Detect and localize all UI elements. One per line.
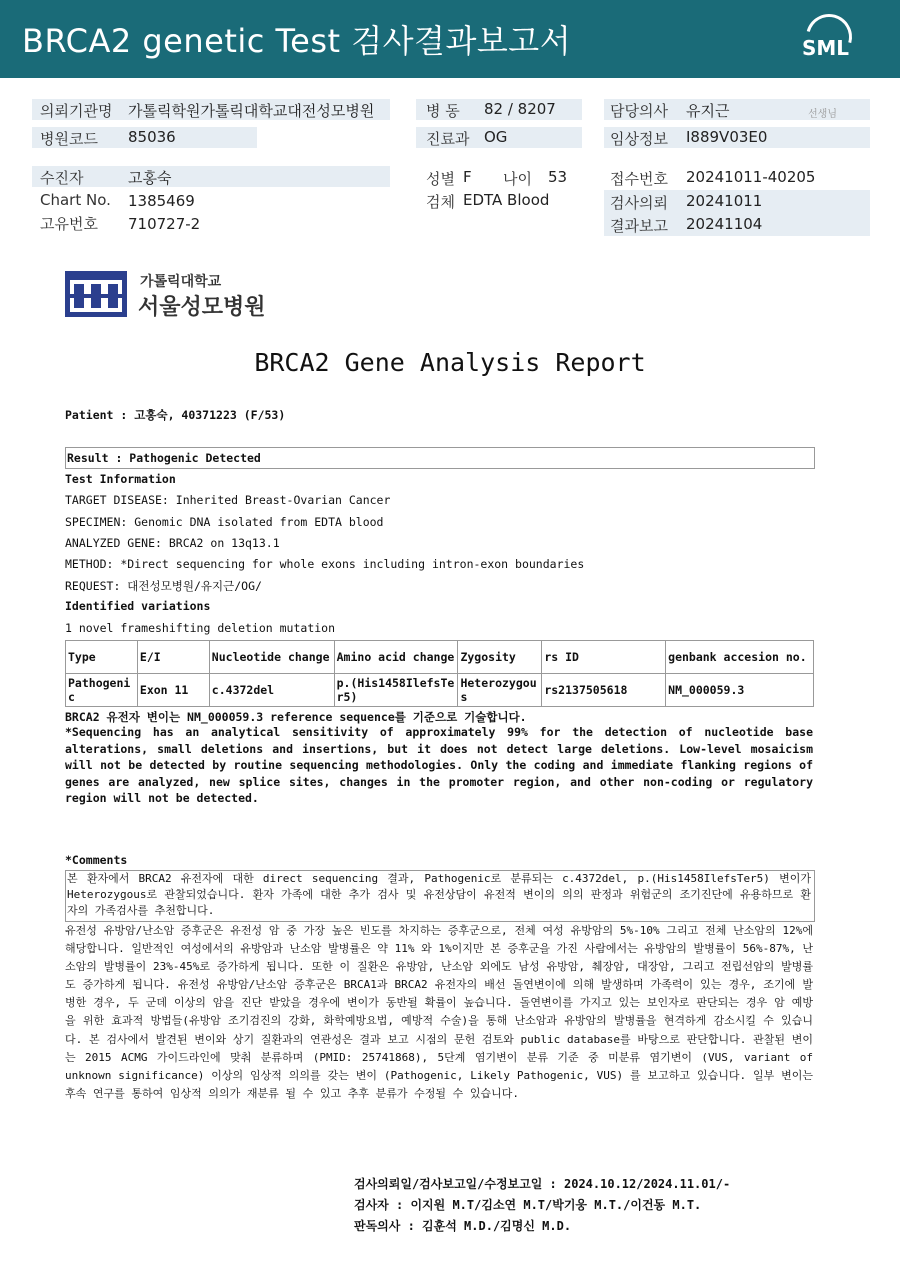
test-info-heading: Test Information: [65, 472, 176, 486]
doctor-label: 담당의사: [610, 102, 668, 120]
unique-value: 710727-2: [128, 215, 201, 233]
table-header-cell: rs ID: [542, 641, 666, 674]
report-date-value: 20241104: [686, 215, 763, 233]
unique-label: 고유번호: [40, 215, 98, 233]
hospital-name-line1: 가톨릭대학교: [140, 274, 222, 290]
specimen-label: 검체: [426, 193, 455, 211]
table-cell: rs2137505618: [542, 674, 666, 707]
ward-label: 병 동: [426, 102, 460, 120]
report-title: BRCA2 Gene Analysis Report: [254, 348, 646, 377]
result-text: Result : Pathogenic Detected: [67, 451, 261, 465]
request-line: REQUEST: 대전성모병원/유지근/OG/: [65, 579, 262, 593]
table-header-cell: Nucleotide change: [209, 641, 334, 674]
sml-logo-text: SML: [802, 36, 850, 60]
reference-note: BRCA2 유전자 변이는 NM_000059.3 reference sequence를 기준으로 기술합니다.: [65, 710, 527, 724]
receipt-value: 20241011-40205: [686, 168, 816, 186]
analyzed-gene: ANALYZED GENE: BRCA2 on 13q13.1: [65, 536, 280, 550]
ward-value: 82 / 8207: [484, 100, 556, 118]
patient-value: 고홍숙: [128, 169, 172, 187]
clinical-label: 임상정보: [610, 130, 668, 148]
chart-label: Chart No.: [40, 191, 111, 209]
target-disease: TARGET DISEASE: Inherited Breast-Ovarian Cancer: [65, 493, 391, 507]
catholic-university-emblem-icon: [64, 270, 128, 318]
receipt-label: 접수번호: [610, 170, 668, 188]
dept-value: OG: [484, 128, 508, 146]
table-cell: Heterozygous: [458, 674, 542, 707]
age-label: 나이: [503, 170, 532, 188]
comment-body: 유전성 유방암/난소암 증후군은 유전성 암 중 가장 높은 빈도를 차지하는 증후군으로, 전체 여성 유방암의 5%-10% 그리고 전체 난소암의 12%에 해당합니다. 일반적인 여성에서의 유방암과 난소암 발병률은 약 11% 와 1%이지만 본 증후군을 가진 사람에서는 유방암의 발병률이 56%-87%, 난소암의 발병률이 23%-45%로 증가하게 됩니다. 또한 이 질환은 유방암, 난소암 외에도 남성 유방암, 췌장암, 대장암, 그리고 전립선암의 발병률도 증가하게 됩니다. 유전성 유방암/난소암 증후군은 BRCA1과 BRCA2 유전자의 배선 돌연변이에 의해 발생하며 가족력이 있는 경우, 조기에 발병한 경우, 두 군데 이상의 암을 진단 받았을 경우에 변이가 동반될 확률이 높습니다. 돌연변이를 가지고 있는 보인자로 판단되는 경우 암 예방을 위한 효과적 방법들(유방암 조기검진의 강화, 화학예방요법, 예방적 수술)을 통해 난소암과 유방암의 발병률을 현격하게 감소시킬 수 있습니다. 본 검사에서 발견된 변이와 상기 질환과의 연관성은 결과 보고 시점의 문헌 검토와 public database를 바탕으로 판단합니다. 관찰된 변이는 2015 ACMG 가이드라인에 맞춰 분류하며 (PMID: 25741868), 5단계 염기변이 분류 기준 중 미분류 염기변이 (VUS, variant of unknown significance) 이상의 임상적 의의를 갖는 변이 (Pathogenic, Likely Pathogenic, VUS) 를 보고하고 있습니다. 일부 변이는 후속 연구를 통하여 임상적 의의가 재분류 될 수 있고 추후 분류가 수정될 수 있습니다.: [65, 924, 813, 1100]
patient-line: Patient : 고홍숙, 40371223 (F/53): [65, 408, 286, 422]
age-value: 53: [548, 168, 568, 186]
table-row: [66, 674, 814, 707]
dates-line: 검사의뢰일/검사보고일/수정보고일 : 2024.10.12/2024.11.01/-: [354, 1177, 731, 1191]
comments-heading: *Comments: [65, 853, 128, 867]
request-date-label: 검사의뢰: [610, 194, 668, 212]
requester-org-label: 의뢰기관명: [40, 102, 113, 120]
sex-label: 성별: [426, 170, 455, 188]
identified-heading: Identified variations: [65, 599, 211, 613]
hospital-code-value: 85036: [128, 128, 176, 146]
table-cell: NM_000059.3: [666, 674, 814, 707]
info-row-bg: [32, 166, 390, 187]
table-header-cell: E/I: [137, 641, 209, 674]
doctor-suffix: 선생님: [808, 109, 837, 120]
clinical-value: I889V03E0: [686, 128, 768, 146]
sex-value: F: [463, 168, 472, 186]
examiner-line: 검사자 : 이지원 M.T/김소연 M.T/박기웅 M.T./이건동 M.T.: [354, 1198, 702, 1212]
specimen-value: EDTA Blood: [463, 191, 550, 209]
table-cell: p.(His1458IlefsTer5): [334, 674, 458, 707]
sml-logo: [800, 14, 852, 66]
comment-box-text: 본 환자에서 BRCA2 유전자에 대한 direct sequencing 결과, Pathogenic로 분류되는 c.4372del, p.(His1458IlefsTer5) 변이가 Heterozygous로 관찰되었습니다. 환자 가족에 대한 추가 검사 및 유전상담이 유전적 변이의 의의 판정과 위험군의 조기진단에 유용하므로 환자의 가족검사를 추천합니다.: [67, 872, 811, 917]
variant-table: [65, 640, 814, 707]
requester-org-value: 가톨릭학원가톨릭대학교대전성모병원: [128, 102, 375, 120]
sensitivity-note: *Sequencing has an analytical sensitivity of approximately 99% for the detection of nucleotide base alterations, small deletions and insertions, but it does not detect large deletions. Low-level mosaicism will not be detected by routine sequencing methodologies. Only the coding and immediate flanking regions of genes are analyzed, new splice sites, changes in the promoter region, and other non-coding or regulatory region will not be detected.: [65, 725, 813, 805]
patient-label: 수진자: [40, 169, 84, 187]
request-date-value: 20241011: [686, 192, 763, 210]
table-header-row: [66, 641, 814, 674]
report-header-title: BRCA2 genetic Test 검사결과보고서: [22, 22, 572, 60]
dept-label: 진료과: [426, 130, 470, 148]
table-header-cell: Zygosity: [458, 641, 542, 674]
table-cell: Pathogenic: [66, 674, 138, 707]
table-header-cell: Amino acid change: [334, 641, 458, 674]
report-header: [0, 0, 900, 78]
table-header-cell: Type: [66, 641, 138, 674]
hospital-code-label: 병원코드: [40, 130, 98, 148]
table-cell: c.4372del: [209, 674, 334, 707]
reader-line: 판독의사 : 김훈석 M.D./김명신 M.D.: [354, 1219, 572, 1233]
report-date-label: 결과보고: [610, 217, 668, 235]
specimen-line: SPECIMEN: Genomic DNA isolated from EDTA blood: [65, 515, 384, 529]
hospital-name-line2: 서울성모병원: [138, 295, 266, 320]
table-cell: Exon 11: [137, 674, 209, 707]
method-line: METHOD: *Direct sequencing for whole exons including intron-exon boundaries: [65, 557, 585, 571]
chart-value: 1385469: [128, 192, 195, 210]
doctor-value: 유지근: [686, 102, 730, 120]
novel-line: 1 novel frameshifting deletion mutation: [65, 621, 336, 635]
table-header-cell: genbank accesion no.: [666, 641, 814, 674]
